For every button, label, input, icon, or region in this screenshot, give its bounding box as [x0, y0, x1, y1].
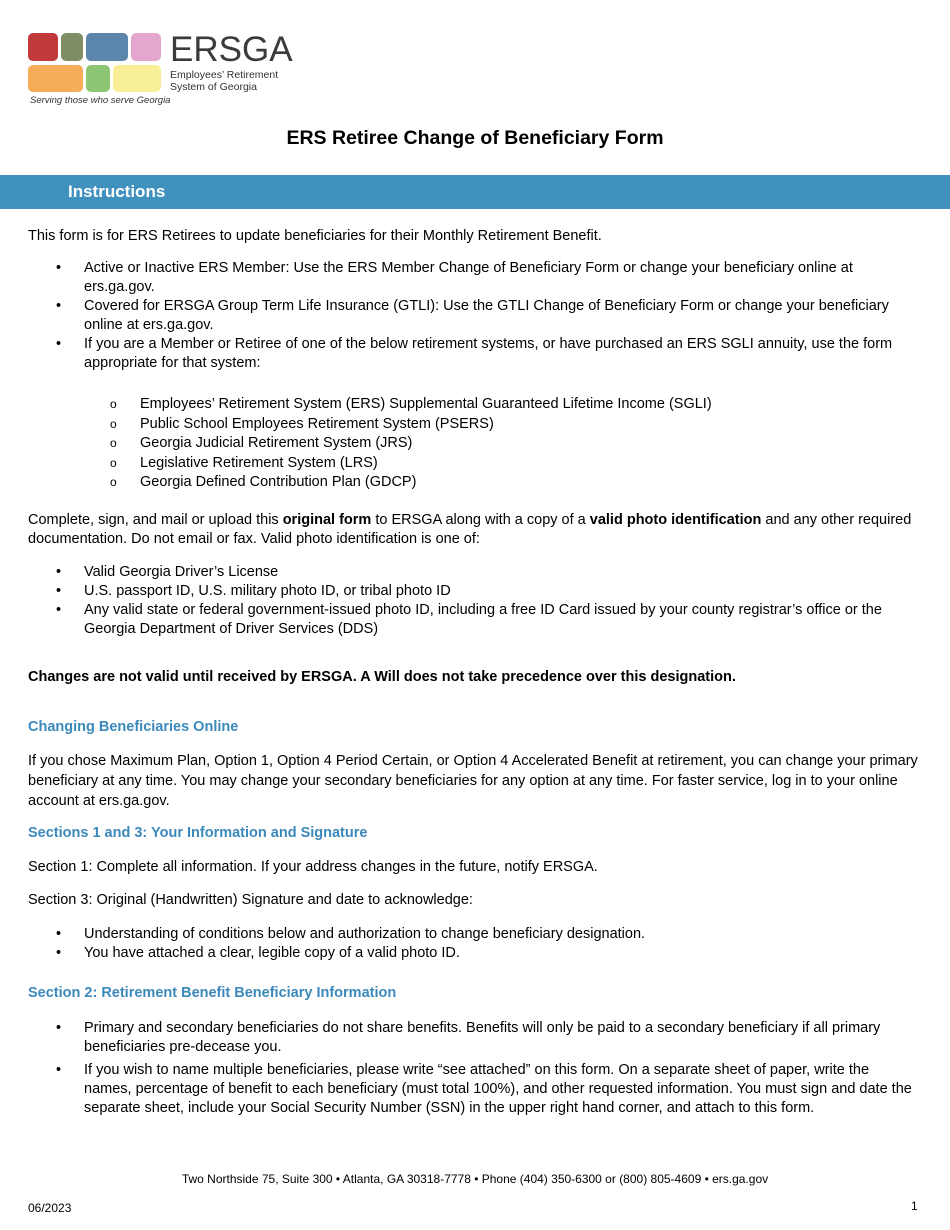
- logo-wordmark: ERSGA: [170, 30, 293, 69]
- section-2-heading: Section 2: Retirement Benefit Beneficiary Information: [28, 985, 397, 1001]
- online-heading: Changing Beneficiaries Online: [28, 719, 239, 735]
- list-item: • U.S. passport ID, U.S. military photo ID, or tribal photo ID: [28, 582, 920, 601]
- list-item: o Georgia Judicial Retirement System (JRS): [110, 434, 910, 454]
- logo-block-red: [28, 33, 58, 61]
- mail-instructions: [28, 511, 928, 549]
- logo-tagline: Serving those who serve Georgia: [30, 95, 171, 106]
- online-text: If you chose Maximum Plan, Option 1, Option 4 Period Certain, or Option 4 Accelerated Benefit at retirement, you can change your primary beneficiary at any time. You may change your secondary beneficiaries for any option at any time. For faster service, log in to your online account at ers.ga.gov.: [28, 753, 918, 809]
- logo-subtitle-line1: Employees’ Retirement: [170, 69, 279, 81]
- mail-text-2: to ERSGA along with a copy of a: [371, 512, 590, 528]
- list-item: • Active or Inactive ERS Member: Use the ERS Member Change of Beneficiary Form or change your beneficiary online at ers.ga.gov.: [28, 259, 920, 297]
- list-item: • Covered for ERSGA Group Term Life Insurance (GTLI): Use the GTLI Change of Beneficiary Form or change your beneficiary online at ers.ga.gov.: [28, 297, 920, 335]
- sections-1-3-heading: Sections 1 and 3: Your Information and Signature: [28, 825, 368, 841]
- form-date: 06/2023: [28, 1201, 72, 1215]
- list-item: • You have attached a clear, legible copy of a valid photo ID.: [28, 944, 920, 963]
- beneficiary-bullet-list: [28, 1019, 920, 1122]
- logo-block-yellow: [113, 65, 161, 92]
- banner-label: Instructions: [68, 182, 166, 201]
- list-item: o Legislative Retirement System (LRS): [110, 454, 910, 474]
- ersga-logo: [28, 32, 298, 110]
- logo-block-blue: [86, 33, 128, 61]
- page-number: 1: [911, 1199, 918, 1213]
- instructions-banner: [0, 175, 950, 209]
- mail-text-1: Complete, sign, and mail or upload this: [28, 512, 283, 528]
- logo-block-green: [86, 65, 110, 92]
- list-item: • Understanding of conditions below and authorization to change beneficiary designation.: [28, 925, 920, 944]
- photo-id-list: [28, 563, 920, 639]
- list-item: • If you are a Member or Retiree of one of the below retirement systems, or have purchased an ERS SGLI annuity, use the form appropriate for that system:: [28, 335, 920, 373]
- mail-bold-original-form: original form: [282, 512, 372, 528]
- page-title: ERS Retiree Change of Beneficiary Form: [286, 127, 664, 149]
- list-item: • Any valid state or federal government-issued photo ID, including a free ID Card issued by your county registrar’s office or the Georgia Department of Driver Services (DDS): [28, 601, 920, 639]
- list-item: • Primary and secondary beneficiaries do not share benefits. Benefits will only be paid to a secondary beneficiary if all primary beneficiaries pre-decease you.: [28, 1019, 920, 1057]
- logo-block-olive: [61, 33, 83, 61]
- section-3-text: Section 3: Original (Handwritten) Signature and date to acknowledge:: [28, 892, 473, 908]
- list-item: • Valid Georgia Driver’s License: [28, 563, 920, 582]
- mail-text-3: and any other required documentation. Do not email or fax. Valid photo identification is one of:: [28, 512, 912, 547]
- intro-bullet-list: [28, 259, 920, 373]
- logo-block-orange: [28, 65, 83, 92]
- logo-subtitle-line2: System of Georgia: [170, 81, 257, 93]
- signature-bullet-list: [28, 925, 920, 963]
- retirement-systems-list: [110, 395, 910, 493]
- list-item: o Employees’ Retirement System (ERS) Supplemental Guaranteed Lifetime Income (SGLI): [110, 395, 910, 415]
- validity-warning: Changes are not valid until received by ERSGA. A Will does not take precedence over this designation.: [28, 669, 736, 685]
- mail-bold-photo-id: valid photo identification: [589, 512, 762, 528]
- logo-block-pink: [131, 33, 161, 61]
- list-item: o Georgia Defined Contribution Plan (GDCP): [110, 473, 910, 493]
- list-item: • If you wish to name multiple beneficiaries, please write “see attached” on this form. On a separate sheet of paper, write the names, percentage of benefit to each beneficiary (must total 100%), and other requested information. You must sign and date the separate sheet, include your Social Security Number (SSN) in the upper right hand corner, and attach to this form.: [28, 1061, 920, 1118]
- list-item: o Public School Employees Retirement System (PSERS): [110, 415, 910, 435]
- intro-text: This form is for ERS Retirees to update beneficiaries for their Monthly Retirement Benefit.: [28, 228, 602, 244]
- logo-subtitle: [170, 69, 278, 93]
- footer-address: Two Northside 75, Suite 300 • Atlanta, GA 30318-7778 • Phone (404) 350-6300 or (800) 805-4609 • ers.ga.gov: [181, 1172, 769, 1186]
- section-1-text: Section 1: Complete all information. If your address changes in the future, notify ERSGA.: [28, 859, 598, 875]
